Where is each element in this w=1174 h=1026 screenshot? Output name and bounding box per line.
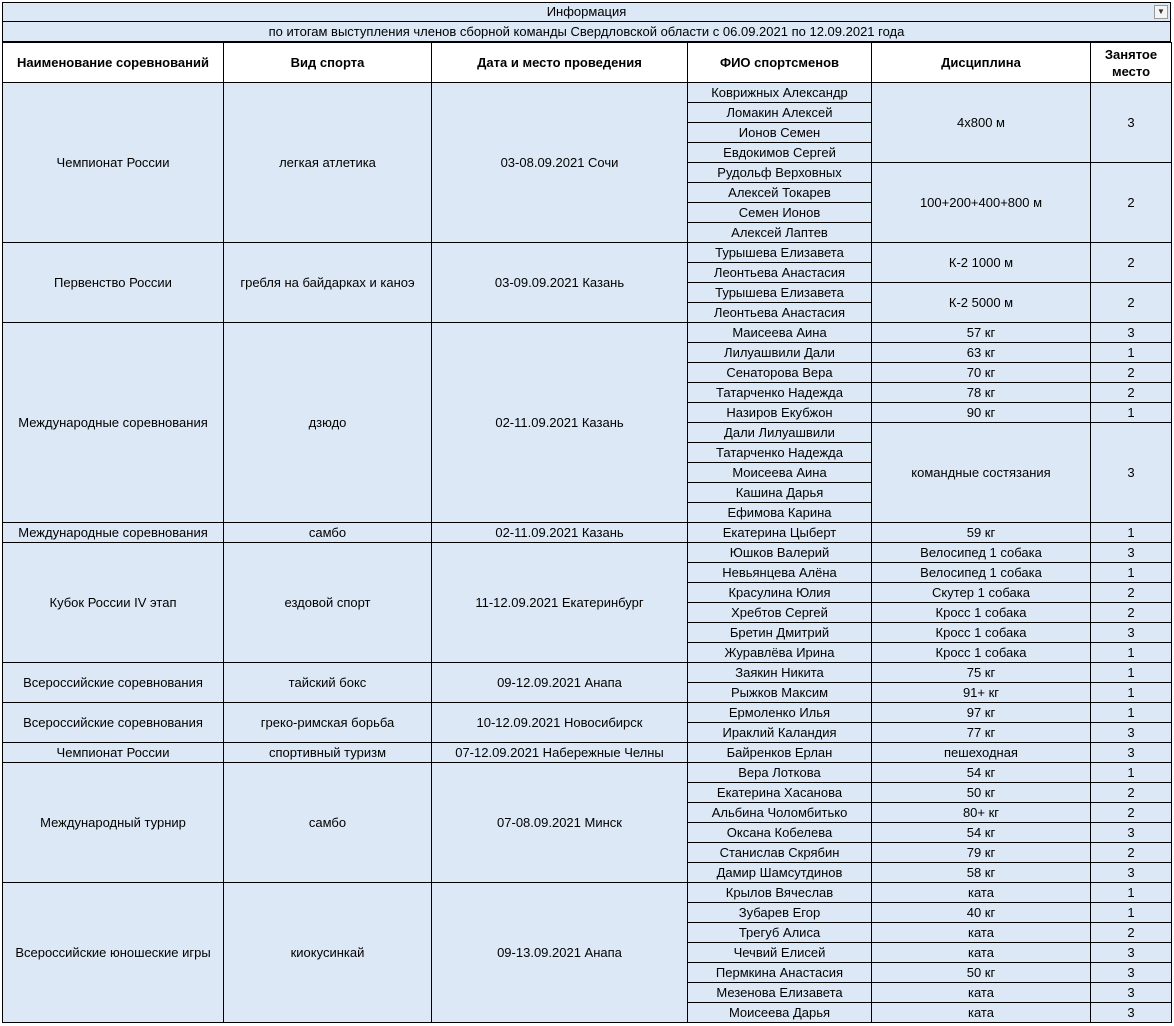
- discipline-cell[interactable]: пешеходная: [872, 743, 1091, 763]
- place-cell[interactable]: 2: [1091, 603, 1172, 623]
- column-header-discipline: Дисциплина: [872, 43, 1091, 83]
- place-cell[interactable]: 1: [1091, 563, 1172, 583]
- place-cell[interactable]: 3: [1091, 983, 1172, 1003]
- athlete-cell[interactable]: Юшков Валерий: [688, 543, 872, 563]
- table-row: [3, 523, 1172, 543]
- report-title-row[interactable]: [2, 2, 1171, 22]
- place-cell[interactable]: 3: [1091, 623, 1172, 643]
- discipline-cell[interactable]: 58 кг: [872, 863, 1091, 883]
- competition-cell[interactable]: Международные соревнования: [3, 323, 224, 523]
- date-place-cell[interactable]: 02-11.09.2021 Казань: [432, 523, 688, 543]
- discipline-cell[interactable]: 80+ кг: [872, 803, 1091, 823]
- place-cell[interactable]: 2: [1091, 363, 1172, 383]
- discipline-cell[interactable]: Скутер 1 собака: [872, 583, 1091, 603]
- place-cell[interactable]: 2: [1091, 783, 1172, 803]
- table-row: [3, 663, 1172, 683]
- athlete-cell[interactable]: Семен Ионов: [688, 203, 872, 223]
- competition-cell[interactable]: Всероссийские соревнования: [3, 663, 224, 703]
- column-header-competition: Наименование соревнований: [3, 43, 224, 83]
- athlete-cell[interactable]: Хребтов Сергей: [688, 603, 872, 623]
- discipline-cell[interactable]: ката: [872, 943, 1091, 963]
- discipline-cell[interactable]: Велосипед 1 собака: [872, 563, 1091, 583]
- sport-cell[interactable]: гребля на байдарках и каноэ: [224, 243, 432, 323]
- athlete-cell[interactable]: Маисеева Аина: [688, 323, 872, 343]
- table-row: [3, 763, 1172, 783]
- athlete-cell[interactable]: Моисеева Дарья: [688, 1003, 872, 1023]
- place-cell[interactable]: 3: [1091, 863, 1172, 883]
- athlete-cell[interactable]: Станислав Скрябин: [688, 843, 872, 863]
- place-cell[interactable]: 1: [1091, 523, 1172, 543]
- athlete-cell[interactable]: Пермкина Анастасия: [688, 963, 872, 983]
- discipline-cell[interactable]: 75 кг: [872, 663, 1091, 683]
- sport-cell[interactable]: самбо: [224, 523, 432, 543]
- athlete-cell[interactable]: Рудольф Верховных: [688, 163, 872, 183]
- table-body: [3, 83, 1172, 1023]
- place-cell[interactable]: 3: [1091, 823, 1172, 843]
- discipline-cell[interactable]: 97 кг: [872, 703, 1091, 723]
- discipline-cell[interactable]: Кросс 1 собака: [872, 623, 1091, 643]
- place-cell[interactable]: 1: [1091, 403, 1172, 423]
- place-cell[interactable]: 2: [1091, 583, 1172, 603]
- place-cell[interactable]: 3: [1091, 83, 1172, 163]
- competition-cell[interactable]: Всероссийские соревнования: [3, 703, 224, 743]
- place-cell[interactable]: 3: [1091, 323, 1172, 343]
- competition-cell[interactable]: Чемпионат России: [3, 83, 224, 243]
- discipline-cell[interactable]: ката: [872, 1003, 1091, 1023]
- discipline-cell[interactable]: командные состязания: [872, 423, 1091, 523]
- discipline-cell[interactable]: 57 кг: [872, 323, 1091, 343]
- sport-cell[interactable]: легкая атлетика: [224, 83, 432, 243]
- table-row: [3, 83, 1172, 103]
- athlete-cell[interactable]: Екатерина Цыберт: [688, 523, 872, 543]
- discipline-cell[interactable]: 63 кг: [872, 343, 1091, 363]
- sport-cell[interactable]: самбо: [224, 763, 432, 883]
- chevron-down-icon[interactable]: ▼: [1154, 5, 1168, 19]
- place-cell[interactable]: 2: [1091, 243, 1172, 283]
- sport-cell[interactable]: греко-римская борьба: [224, 703, 432, 743]
- sport-cell[interactable]: спортивный туризм: [224, 743, 432, 763]
- date-place-cell[interactable]: 09-12.09.2021 Анапа: [432, 663, 688, 703]
- athlete-cell[interactable]: Дали Лилуашвили: [688, 423, 872, 443]
- table-header-row: [3, 43, 1172, 83]
- athlete-cell[interactable]: Оксана Кобелева: [688, 823, 872, 843]
- athlete-cell[interactable]: Ермоленко Илья: [688, 703, 872, 723]
- place-cell[interactable]: 1: [1091, 683, 1172, 703]
- table-row: [3, 243, 1172, 263]
- place-cell[interactable]: 3: [1091, 963, 1172, 983]
- discipline-cell[interactable]: 50 кг: [872, 783, 1091, 803]
- athlete-cell[interactable]: Мезенова Елизавета: [688, 983, 872, 1003]
- athlete-cell[interactable]: Сенаторова Вера: [688, 363, 872, 383]
- sport-cell[interactable]: киокусинкай: [224, 883, 432, 1023]
- discipline-cell[interactable]: Кросс 1 собака: [872, 603, 1091, 623]
- discipline-cell[interactable]: К-2 1000 м: [872, 243, 1091, 283]
- report-title: Информация: [546, 4, 627, 19]
- discipline-cell[interactable]: 77 кг: [872, 723, 1091, 743]
- place-cell[interactable]: 1: [1091, 703, 1172, 723]
- date-place-cell[interactable]: 09-13.09.2021 Анапа: [432, 883, 688, 1023]
- athlete-cell[interactable]: Крылов Вячеслав: [688, 883, 872, 903]
- discipline-cell[interactable]: 79 кг: [872, 843, 1091, 863]
- athlete-cell[interactable]: Татарченко Надежда: [688, 383, 872, 403]
- discipline-cell[interactable]: 70 кг: [872, 363, 1091, 383]
- place-cell[interactable]: 3: [1091, 423, 1172, 523]
- athlete-cell[interactable]: Евдокимов Сергей: [688, 143, 872, 163]
- date-place-cell[interactable]: 10-12.09.2021 Новосибирск: [432, 703, 688, 743]
- discipline-cell[interactable]: 59 кг: [872, 523, 1091, 543]
- place-cell[interactable]: 1: [1091, 903, 1172, 923]
- competition-cell[interactable]: Чемпионат России: [3, 743, 224, 763]
- athlete-cell[interactable]: Екатерина Хасанова: [688, 783, 872, 803]
- athlete-cell[interactable]: Вера Лоткова: [688, 763, 872, 783]
- discipline-cell[interactable]: 50 кг: [872, 963, 1091, 983]
- place-cell[interactable]: 3: [1091, 543, 1172, 563]
- discipline-cell[interactable]: 54 кг: [872, 823, 1091, 843]
- discipline-cell[interactable]: Велосипед 1 собака: [872, 543, 1091, 563]
- athlete-cell[interactable]: Коврижных Александр: [688, 83, 872, 103]
- athlete-cell[interactable]: Лилуашвили Дали: [688, 343, 872, 363]
- athlete-cell[interactable]: Ионов Семен: [688, 123, 872, 143]
- date-place-cell[interactable]: 11-12.09.2021 Екатеринбург: [432, 543, 688, 663]
- athlete-cell[interactable]: Назиров Екубжон: [688, 403, 872, 423]
- table-row: [3, 883, 1172, 903]
- athlete-cell[interactable]: Моисеева Аина: [688, 463, 872, 483]
- discipline-cell[interactable]: 100+200+400+800 м: [872, 163, 1091, 243]
- athlete-cell[interactable]: Заякин Никита: [688, 663, 872, 683]
- results-table: [2, 42, 1172, 1023]
- discipline-cell[interactable]: 91+ кг: [872, 683, 1091, 703]
- athlete-cell[interactable]: Алексей Токарев: [688, 183, 872, 203]
- athlete-cell[interactable]: Ломакин Алексей: [688, 103, 872, 123]
- report-sheet: [2, 2, 1171, 1023]
- athlete-cell[interactable]: Леонтьева Анастасия: [688, 303, 872, 323]
- discipline-cell[interactable]: 4х800 м: [872, 83, 1091, 163]
- athlete-cell[interactable]: Бретин Дмитрий: [688, 623, 872, 643]
- competition-cell[interactable]: Всероссийские юношеские игры: [3, 883, 224, 1023]
- place-cell[interactable]: 1: [1091, 343, 1172, 363]
- athlete-cell[interactable]: Турышева Елизавета: [688, 283, 872, 303]
- place-cell[interactable]: 2: [1091, 843, 1172, 863]
- date-place-cell[interactable]: 03-08.09.2021 Сочи: [432, 83, 688, 243]
- competition-cell[interactable]: Первенство России: [3, 243, 224, 323]
- competition-cell[interactable]: Международный турнир: [3, 763, 224, 883]
- table-row: [3, 703, 1172, 723]
- place-cell[interactable]: 1: [1091, 643, 1172, 663]
- sport-cell[interactable]: ездовой спорт: [224, 543, 432, 663]
- table-row: [3, 323, 1172, 343]
- discipline-cell[interactable]: Кросс 1 собака: [872, 643, 1091, 663]
- discipline-cell[interactable]: 40 кг: [872, 903, 1091, 923]
- place-cell[interactable]: 2: [1091, 163, 1172, 243]
- sport-cell[interactable]: дзюдо: [224, 323, 432, 523]
- date-place-cell[interactable]: 07-08.09.2021 Минск: [432, 763, 688, 883]
- athlete-cell[interactable]: Невьянцева Алёна: [688, 563, 872, 583]
- discipline-cell[interactable]: 90 кг: [872, 403, 1091, 423]
- report-subtitle: по итогам выступления членов сборной команды Свердловской области с 06.09.2021 по 12.09.2021 года: [268, 24, 905, 39]
- column-header-sport: Вид спорта: [224, 43, 432, 83]
- athlete-cell[interactable]: Татарченко Надежда: [688, 443, 872, 463]
- place-cell[interactable]: 2: [1091, 803, 1172, 823]
- column-header-athletes: ФИО спортсменов: [688, 43, 872, 83]
- athlete-cell[interactable]: Ираклий Каландия: [688, 723, 872, 743]
- column-header-place: Занятое место: [1091, 43, 1172, 83]
- competition-cell[interactable]: Международные соревнования: [3, 523, 224, 543]
- athlete-cell[interactable]: Алексей Лаптев: [688, 223, 872, 243]
- date-place-cell[interactable]: 03-09.09.2021 Казань: [432, 243, 688, 323]
- athlete-cell[interactable]: Рыжков Максим: [688, 683, 872, 703]
- place-cell[interactable]: 2: [1091, 383, 1172, 403]
- athlete-cell[interactable]: Красулина Юлия: [688, 583, 872, 603]
- report-subtitle-row: [2, 22, 1171, 42]
- place-cell[interactable]: 1: [1091, 763, 1172, 783]
- athlete-cell[interactable]: Байренков Ерлан: [688, 743, 872, 763]
- athlete-cell[interactable]: Дамир Шамсутдинов: [688, 863, 872, 883]
- athlete-cell[interactable]: Журавлёва Ирина: [688, 643, 872, 663]
- sport-cell[interactable]: тайский бокс: [224, 663, 432, 703]
- place-cell[interactable]: 2: [1091, 923, 1172, 943]
- table-row: [3, 543, 1172, 563]
- place-cell[interactable]: 1: [1091, 663, 1172, 683]
- discipline-cell[interactable]: ката: [872, 883, 1091, 903]
- athlete-cell[interactable]: Турышева Елизавета: [688, 243, 872, 263]
- discipline-cell[interactable]: ката: [872, 983, 1091, 1003]
- place-cell[interactable]: 1: [1091, 883, 1172, 903]
- date-place-cell[interactable]: 02-11.09.2021 Казань: [432, 323, 688, 523]
- place-cell[interactable]: 3: [1091, 943, 1172, 963]
- discipline-cell[interactable]: ката: [872, 923, 1091, 943]
- place-cell[interactable]: 3: [1091, 723, 1172, 743]
- place-cell[interactable]: 2: [1091, 283, 1172, 323]
- discipline-cell[interactable]: К-2 5000 м: [872, 283, 1091, 323]
- table-row: [3, 743, 1172, 763]
- discipline-cell[interactable]: 78 кг: [872, 383, 1091, 403]
- date-place-cell[interactable]: 07-12.09.2021 Набережные Челны: [432, 743, 688, 763]
- competition-cell[interactable]: Кубок России IV этап: [3, 543, 224, 663]
- athlete-cell[interactable]: Леонтьева Анастасия: [688, 263, 872, 283]
- athlete-cell[interactable]: Зубарев Егор: [688, 903, 872, 923]
- athlete-cell[interactable]: Кашина Дарья: [688, 483, 872, 503]
- athlete-cell[interactable]: Ефимова Карина: [688, 503, 872, 523]
- athlete-cell[interactable]: Чечвий Елисей: [688, 943, 872, 963]
- discipline-cell[interactable]: 54 кг: [872, 763, 1091, 783]
- athlete-cell[interactable]: Трегуб Алиса: [688, 923, 872, 943]
- place-cell[interactable]: 3: [1091, 1003, 1172, 1023]
- place-cell[interactable]: 3: [1091, 743, 1172, 763]
- athlete-cell[interactable]: Альбина Чоломбитько: [688, 803, 872, 823]
- column-header-date-place: Дата и место проведения: [432, 43, 688, 83]
